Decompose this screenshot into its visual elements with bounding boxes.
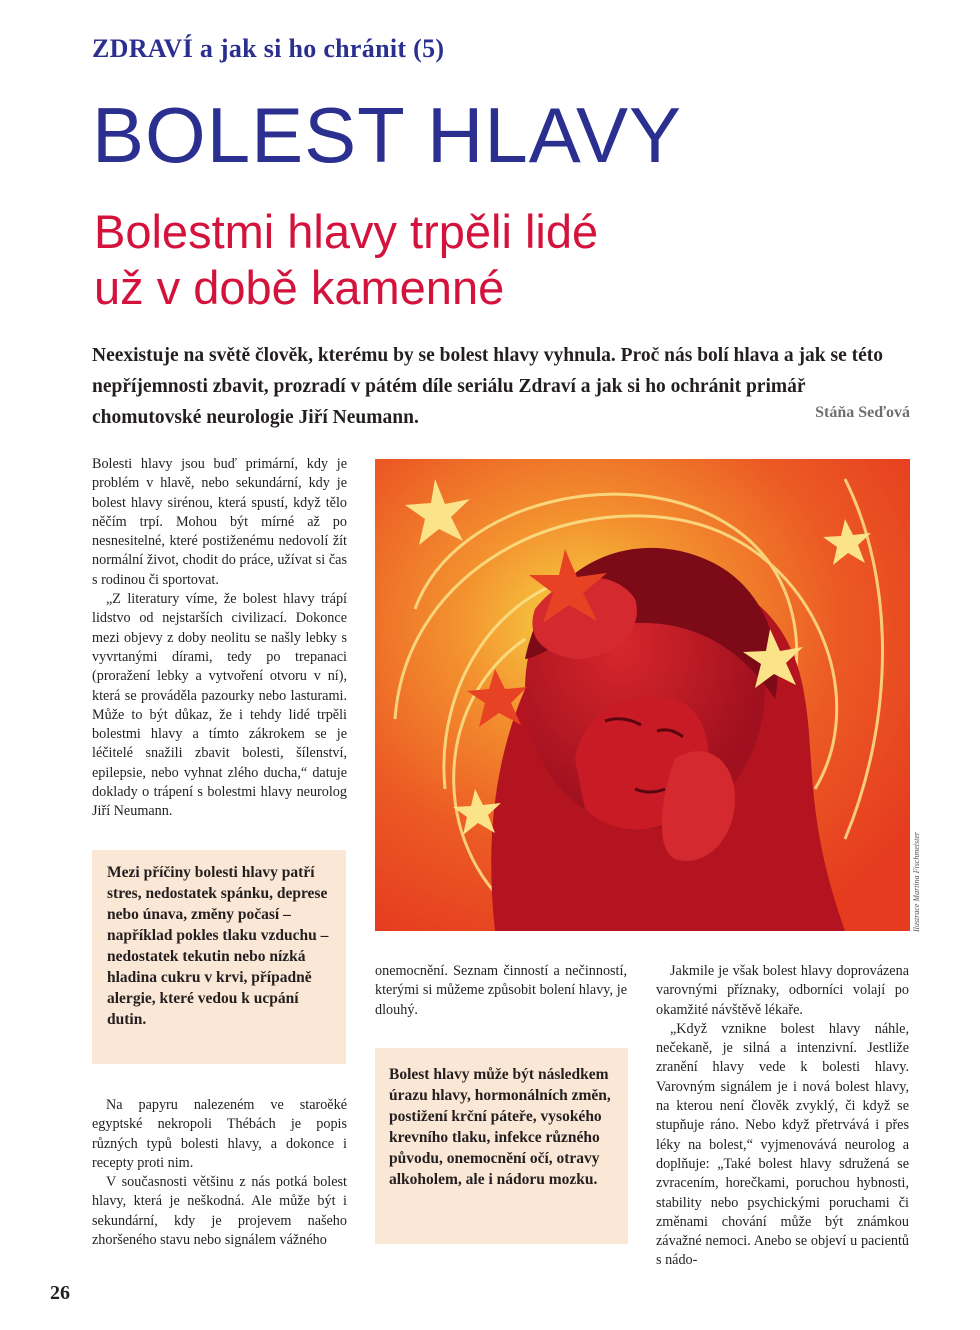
lead-paragraph: Neexistuje na světě člověk, kterému by se bolest hlavy vyhnula. Proč nás bolí hlava a jak se této nepříjemnosti zbavit, prozradí v pátém díle seriálu Zdraví a jak si ho ochránit primář chomutovské neurologie Jiří Neumann. [92,345,883,428]
illustration-credit: Ilustrace Martina Fischmeister [912,832,921,932]
paragraph: „Z literatury víme, že bolest hlavy trápí lidstvo od nejstarších civilizací. Dokonce mezi objevy z doby neolitu se našly lebky s vyvrtanými dírami, tedy po trepanaci (proražení lebky a vytvoření otvoru v ní), která se prováděla pazourky nebo lasturami. Může to být důkaz, že i tehdy lidé trpěli bolestmi hlavy a tímto zákrokem se je léčitelé snažili zbavit bolesti, šílenství, epilepsie, nebo vyhnat zlého ducha,“ datuje doklady o trápení s bolestmi hlavy neurolog Jiří Neumann. [92,591,347,820]
article-title: BOLEST HLAVY [92,91,683,179]
paragraph: Na papyru nalezeném ve staroěké egyptské nekropoli Thébách je popis různých typů bolesti hlavy, a dokonce i recepty proti nim. [92,1097,347,1171]
column-1 [92,455,347,822]
series-heading: ZDRAVÍ a jak si ho chránit (5) [92,34,445,63]
paragraph: onemocnění. Seznam činností a nečinností, kterými si můžeme způsobit bolení hlavy, je dlouhý. [375,963,627,1018]
author-byline: Stáňa Seďová [815,404,910,421]
info-box-origins [375,1048,628,1244]
subtitle-line-2: už v době kamenné [94,261,505,314]
paragraph: Jakmile je však bolest hlavy doprovázena varovnými příznaky, odborníci volají po okamžité návštěvě lékaře. [656,963,909,1018]
info-box-text: Mezi příčiny bolesti hlavy patří stres, nedostatek spánku, deprese nebo únava, změny počasí – například pokles tlaku vzduchu – nedostatek tekutin nebo nízká hladina cukru v krvi, případně alergie, které vedou k ucpání dutin. [107,864,329,1028]
article-subtitle [94,204,598,316]
paragraph: „Když vznikne bolest hlavy náhle, nečekaně, je silná a intenzivní. Jestliže zranění hlavy vede k bolesti hlavy. Varovným signálem je i nová bolest hlavy, na kterou není člověk zvyklý, či když se stupňuje ráno. Nebo když přetrvává i přes léky na bolest,“ vyjmenovává neurolog a doplňuje: „Také bolest hlavy sdružená se zvracením, horečkami, poruchou hybnosti, stability nebo psychickými poruchami či změnami chování může být známkou závažné nemoci. Anebo se objeví u pacientů s nádo- [656,1020,909,1269]
paragraph: V současnosti většinu z nás potká bolest hlavy, která je neškodná. Ale může být i sekundární, kdy je projevem našeho zhoršeného stavu nebo signálem vážného [92,1174,347,1249]
info-box-text: Bolest hlavy může být následkem úrazu hlavy, hormonálních změn, postižení krční páteře, vysokého krevního tlaku, infekce různého původu, onemocnění očí, otravy alkoholem, ale i nádoru mozku. [389,1066,611,1188]
paragraph: Bolesti hlavy jsou buď primární, kdy je problém v hlavě, nebo sekundární, kdy je bolest hlavy sirénou, která spustí, když tělo něčím trpí. Mohou být mírné až po nesnesitelné, které postiženému nedovolí žít normální život, chodit do práce, užívat si čas s rodinou či sportovat. [92,456,347,588]
column-2 [375,962,627,1020]
page-number: 26 [50,1282,70,1304]
info-box-causes [92,850,346,1064]
column-1-continued [92,1096,347,1250]
headache-illustration [375,459,910,931]
column-3 [656,962,909,1271]
subtitle-line-1: Bolestmi hlavy trpěli lidé [94,205,599,258]
